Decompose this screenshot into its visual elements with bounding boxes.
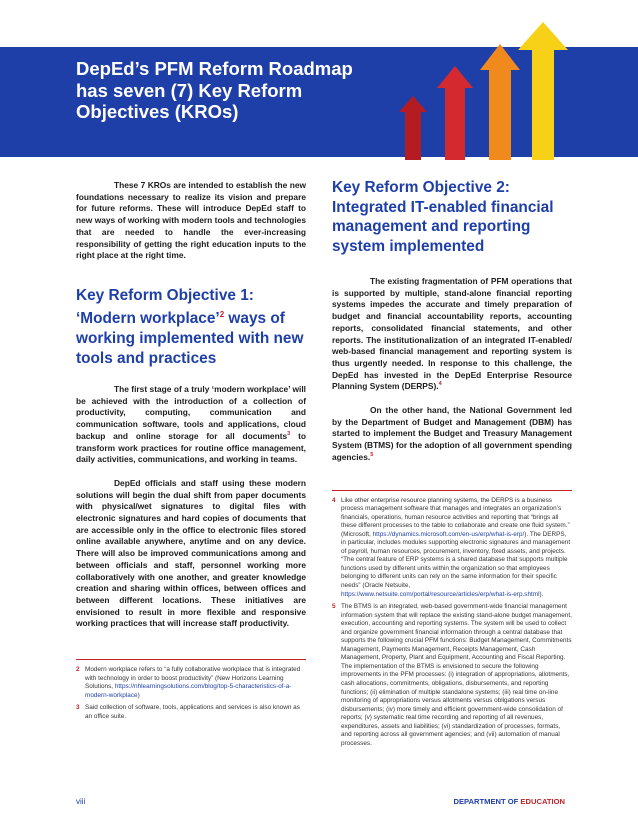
footnote-text-end: ). xyxy=(539,590,544,598)
footnote-text-end: ) xyxy=(137,691,140,699)
kro1-paragraph-2: DepEd officials and staff using these modern solutions will begin the dual shift from paper documents with physical/wet signatures to digital files with electronic signatures and hard copies of documents that are accessible only in the office to electronic files stored online available anywhere, anytime and on any device. There will also be improved communications among and between officials and staff, personnel working more collaboratively with one another, and greater knowledge creation and sharing within offices, between offices and between different locations. These initiatives are envisioned to result in more flexible and responsive working practices that will increase staff productivity. xyxy=(76,477,306,629)
intro-paragraph: These 7 KROs are intended to establish the new foundations necessary to realize its vision and prepare for future reforms. These will introduce DepEd staff to new ways of working with modern tools and technologies that are needed to handle the ever-increasing responsibility of getting the right education inputs to the right place at the right time. xyxy=(76,180,306,261)
footnote-link[interactable]: https://nhlearningsolutions.com/blog/top-5-characteristics-of-a-modern-workplace xyxy=(85,683,292,699)
footnote-2 xyxy=(76,666,306,700)
footnote-number: 5 xyxy=(332,603,336,611)
footnote-divider-left xyxy=(76,659,306,660)
kro1-p1-text-end: to transform work practices for routine office management, daily activities, communications, and working in teams. xyxy=(76,430,306,465)
footnote-number: 3 xyxy=(76,704,80,712)
banner-title: DepEd’s PFM Reform Roadmap has seven (7) Key Reform Objectives (KROs) xyxy=(76,58,353,122)
footnotes-left xyxy=(76,666,306,721)
kro2-paragraph-2 xyxy=(332,405,572,464)
footnote-text: Like other enterprise resource planning systems, the DERPS is a business process management software that manages and integrates an organization’s financials, operations, human resource activities and reporting that “brings all these different processes to the table to collaborate and create one fluid system.” (Microsoft, xyxy=(341,496,570,538)
footnote-text: The BTMS is an integrated, web-based government-wide financial management information system that will replace the existing stand-alone budget management, execution, accounting and reporting systems. The system will be used to collect and organize government financial information through a central database that supports the following crucial PFM functions: Budget Management, Commitments Management, Payments Management, Receipts Management, Cash Management, Property, Plant and Equipment, Accounting and Fiscal Reporting. The implementation of the BTMS is envisioned to secure the following improvements in the PFM processes: (i) integration of appropriations, allotments, cash allocations, commitments, obligations, disbursements, and reporting functions; (ii) elimination of multiple standalone systems; (iii) real time on-line monitoring of appropriations versus allotments versus obligations versus disbursements; (iv) more timely and efficient government-wide consolidation of reports; (v) systematic real time recording and reporting of all revenues, expenditures, assets and liabilities; (vi) standardization of processes, formats, and reporting across all government agencies; and (vii) automation of manual processes. xyxy=(341,603,572,747)
kro1-heading-text: Key Reform Objective 1: ‘Modern workplace’ xyxy=(76,286,254,328)
footnote-ref-4: 4 xyxy=(438,381,442,388)
left-column xyxy=(76,180,306,725)
department-label: DEPARTMENT OF xyxy=(453,797,521,806)
footnote-4 xyxy=(332,497,572,600)
kro1-heading xyxy=(76,286,306,368)
footnote-link[interactable]: https://dynamics.microsoft.com/en-us/erp/what-is-erp/ xyxy=(372,530,525,538)
arrow-yellow xyxy=(518,22,568,160)
kro2-p2-text: On the other hand, the National Government led by the Department of Budget and Management (DBM) has started to implement the Budget and Treasury Management System (BTMS) for the adoption of all government spending agencies. xyxy=(332,405,572,462)
right-column xyxy=(332,178,572,752)
kro1-paragraph-1 xyxy=(76,384,306,466)
kro2-paragraph-1 xyxy=(332,276,572,393)
footnote-number: 4 xyxy=(332,496,336,504)
kro1-footnote-ref: 2 xyxy=(219,310,225,320)
growth-arrows-graphic xyxy=(0,0,638,160)
footnote-link-2[interactable]: https://www.netsuite.com/portal/resource/articles/erp/what-is-erp.shtml xyxy=(341,590,540,598)
arrow-orange xyxy=(480,44,520,160)
footnote-divider-right xyxy=(332,490,572,491)
kro2-p1-text: The existing fragmentation of PFM operations that is supported by multiple, stand-alone financial reporting systems impedes the accurate and timely preparation of budget and financial accountability reports, accounting reports, consolidated financial statements, and other reports. The institutionalization of an integrated IT-enabled/ web-based financial management and reporting system is thus urgently needed. In response to this challenge, the DepEd has invested in the DepEd Enterprise Resource Planning System (DERPS). xyxy=(332,276,572,392)
footnote-ref-3: 3 xyxy=(287,431,291,438)
kro1-heading-text-end: ways of working implemented with new tools and practices xyxy=(76,310,304,367)
footnote-text-mid: ). The DERPS, in particular, includes modules supporting electronic signatures and management of payroll, human resources, procurement, inventory, fixed assets, and projects. “The central feature of ERP systems is a shared database that supports multiple functions used by different units within the organization so that employees belonging to different units can rely on the same information for their specific needs” (Oracle Netsuite, xyxy=(341,530,571,590)
footnote-text: Said collection of software, tools, applications and services is also known as an office suite. xyxy=(85,704,300,720)
page-number: viii xyxy=(76,797,86,806)
arrow-red-small xyxy=(399,96,427,160)
kro1-p1-text: The first stage of a truly ‘modern workplace’ will be achieved with the introduction of a collection of productivity, computing, communication and communication software, tools and applications, cloud backup and online storage for all documents xyxy=(76,384,306,441)
footnote-text: Modern workplace refers to “a fully collaborative workplace that is integrated with technology in order to boost productivity” (New Horizons Learning Solutions, xyxy=(85,666,301,691)
footnote-number: 2 xyxy=(76,666,80,674)
footnote-3 xyxy=(76,704,306,721)
department-label-accent: EDUCATION xyxy=(520,797,565,806)
department-footer xyxy=(453,797,565,806)
arrow-red xyxy=(437,66,473,160)
footnote-5 xyxy=(332,603,572,748)
footnotes-right xyxy=(332,497,572,749)
kro2-heading: Key Reform Objective 2: Integrated IT-enabled financial management and reporting system implemented xyxy=(332,179,554,255)
footnote-ref-5: 5 xyxy=(370,452,374,459)
